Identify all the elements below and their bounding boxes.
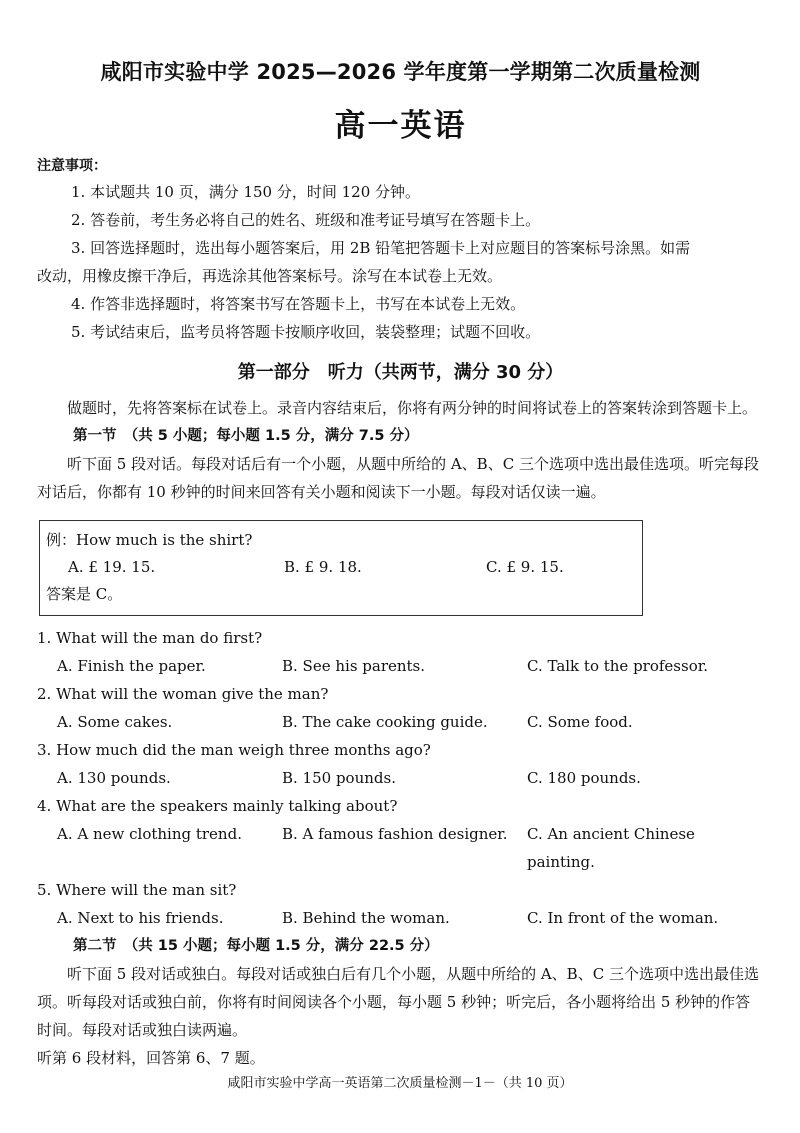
subject-title: 高一英语 <box>334 108 467 144</box>
question-2 <box>37 680 764 736</box>
question-options <box>37 764 764 792</box>
example-options <box>46 553 634 581</box>
question-text: 1. What will the man do first? <box>37 629 263 647</box>
example-box <box>39 520 643 616</box>
question-text: 4. What are the speakers mainly talking about? <box>37 797 398 815</box>
question-text: 3. How much did the man weigh three months ago? <box>37 741 431 759</box>
question-1 <box>37 624 764 680</box>
question-text: 2. What will the woman give the man? <box>37 685 329 703</box>
question-text: 5. Where will the man sit? <box>37 881 237 899</box>
option-c: C. 180 pounds. <box>527 769 641 787</box>
part-title: 第一部分 听力（共两节，满分 30 分） <box>237 362 564 383</box>
option-a: A. A new clothing trend. <box>57 825 242 843</box>
option-b: B. Behind the woman. <box>282 909 450 927</box>
question-options <box>37 652 764 680</box>
notice-item-continued: 改动，用橡皮擦干净后，再选涂其他答案标号。涂写在本试卷上无效。 <box>37 267 503 285</box>
notice-item: 2. 答卷前，考生务必将自己的姓名、班级和准考证号填写在答题卡上。 <box>71 211 541 229</box>
option-b: B. A famous fashion designer. <box>282 825 508 843</box>
option-c: C. Some food. <box>527 713 633 731</box>
notice-item: 1. 本试题共 10 页，满分 150 分，时间 120 分钟。 <box>71 183 421 201</box>
option-b: B. 150 pounds. <box>282 769 396 787</box>
example-option-b: B. £ 9. 18. <box>284 558 362 576</box>
example-answer: 答案是 C。 <box>46 585 123 603</box>
question-3 <box>37 736 764 792</box>
exam-title: 咸阳市实验中学 2025—2026 学年度第一学期第二次质量检测 <box>100 60 701 84</box>
material-prompt: 听第 6 段材料，回答第 6、7 题。 <box>37 1049 265 1067</box>
section-title: 第二节 （共 15 小题；每小题 1.5 分，满分 22.5 分） <box>73 938 439 954</box>
section-instructions: 听下面 5 段对话。每段对话后有一个小题，从题中所给的 A、B、C 三个选项中选出最佳选项。听完每段对话后，你都有 10 秒钟的时间来回答有关小题和阅读下一小题。每段对话仅读一遍。 <box>37 455 759 501</box>
option-c: C. In front of the woman. <box>527 909 719 927</box>
example-question: 例：How much is the shirt? <box>46 531 253 549</box>
notice-heading: 注意事项： <box>37 158 107 174</box>
part-intro: 做题时，先将答案标在试卷上。录音内容结束后，你将有两分钟的时间将试卷上的答案转涂到答题卡上。 <box>67 399 758 417</box>
question-options <box>37 708 764 736</box>
option-a: A. Next to his friends. <box>57 909 224 927</box>
page-footer: 咸阳市实验中学高一英语第二次质量检测－1－（共 10 页） <box>227 1076 573 1091</box>
section-title: 第一节 （共 5 小题；每小题 1.5 分，满分 7.5 分） <box>73 428 419 444</box>
question-4 <box>37 792 764 876</box>
example-option-a: A. £ 19. 15. <box>68 558 156 576</box>
option-b: B. The cake cooking guide. <box>282 713 488 731</box>
option-a: A. Some cakes. <box>57 713 173 731</box>
question-5 <box>37 876 764 932</box>
option-a: A. 130 pounds. <box>57 769 171 787</box>
option-a: A. Finish the paper. <box>57 657 206 675</box>
option-c: C. Talk to the professor. <box>527 657 709 675</box>
section-instructions: 听下面 5 段对话或独白。每段对话或独白后有几个小题，从题中所给的 A、B、C 三个选项中选出最佳选项。听每段对话或独白前，你将有时间阅读各个小题，每小题 5 秒钟；听完后，各小题将给出 5 秒钟的作答时间。每段对话或独白读两遍。 <box>37 965 759 1039</box>
option-b: B. See his parents. <box>282 657 426 675</box>
example-option-c: C. £ 9. 15. <box>486 558 564 576</box>
option-c: C. An ancient Chinese painting. <box>527 825 695 871</box>
notice-item: 4. 作答非选择题时，将答案书写在答题卡上，书写在本试卷上无效。 <box>71 295 526 313</box>
question-options <box>37 904 764 932</box>
notice-item: 3. 回答选择题时，选出每小题答案后，用 2B 铅笔把答题卡上对应题目的答案标号涂黑。如需 <box>71 239 691 257</box>
question-options <box>37 820 764 876</box>
notice-item: 5. 考试结束后，监考员将答题卡按顺序收回，装袋整理；试题不回收。 <box>71 323 541 341</box>
